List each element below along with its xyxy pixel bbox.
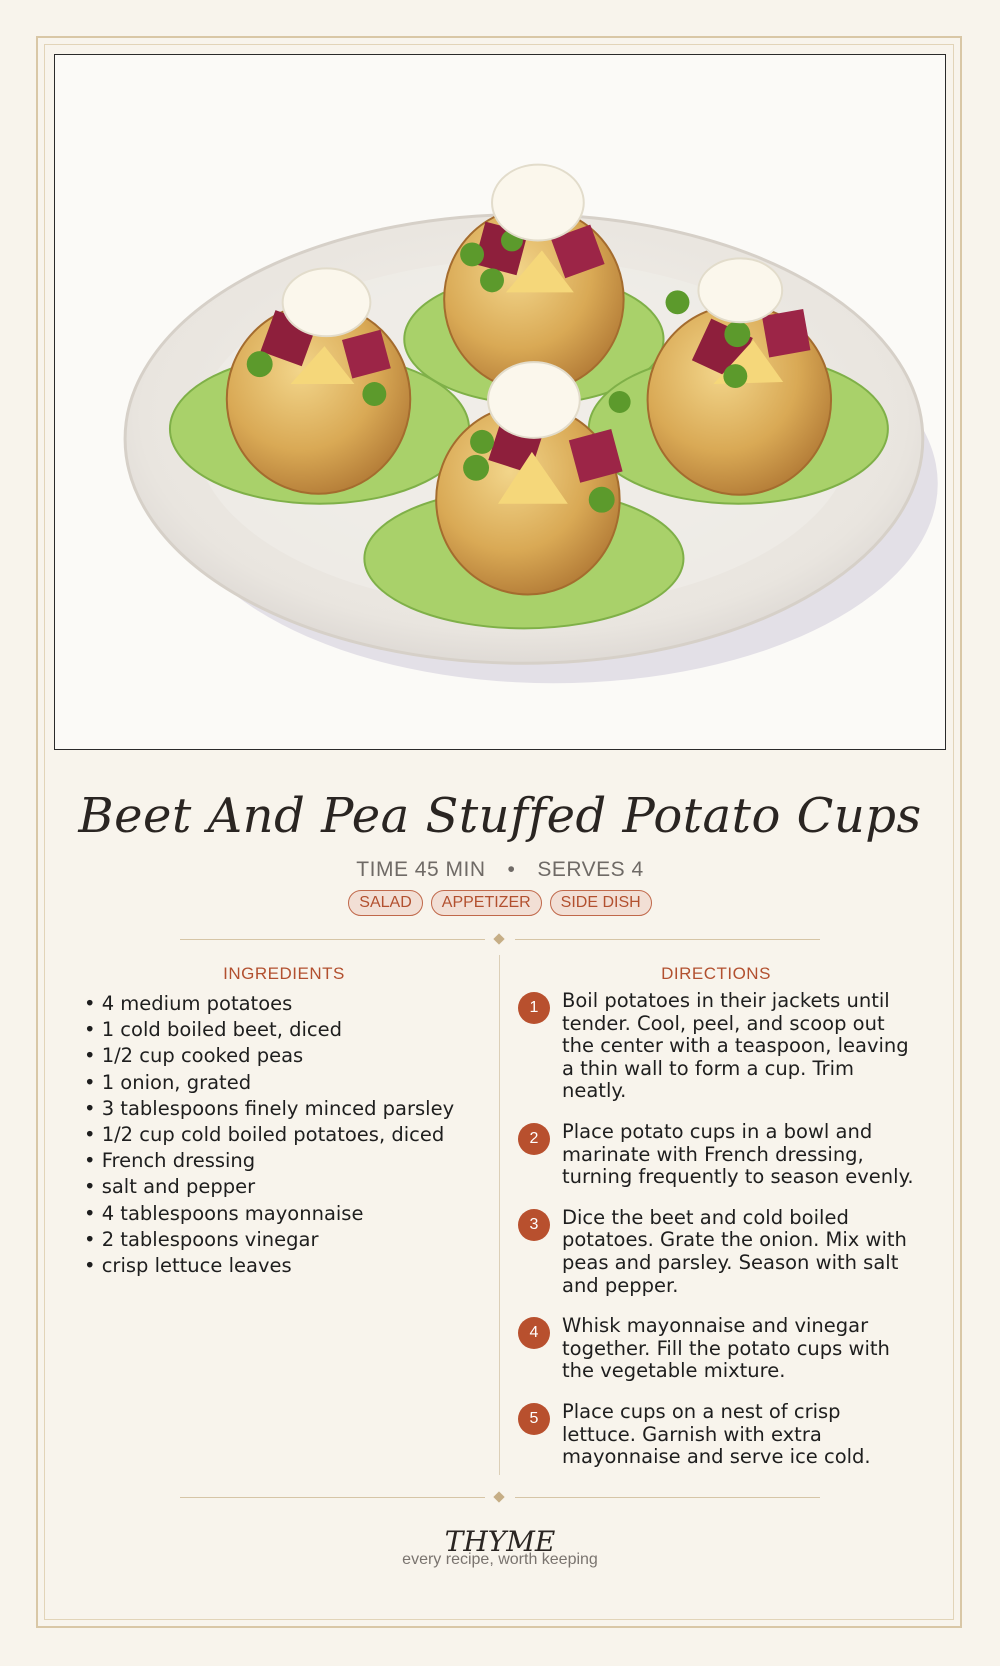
dish-illustration: [54, 54, 946, 750]
recipe-meta: [0, 858, 1000, 882]
diamond-ornament-icon: [493, 1491, 504, 1502]
step-number-badge: 1: [518, 992, 550, 1024]
step-number-badge: 4: [518, 1317, 550, 1349]
directions-heading: DIRECTIONS: [661, 964, 771, 983]
tag-appetizer: APPETIZER: [431, 890, 542, 916]
step-number-badge: 2: [518, 1123, 550, 1155]
top-divider: [180, 933, 820, 947]
ingredient-item: • 1 onion, grated: [84, 1070, 484, 1096]
serves-label: SERVES 4: [537, 858, 644, 881]
direction-step: [516, 1315, 916, 1383]
ingredient-item: • 4 medium potatoes: [84, 991, 484, 1017]
ingredient-item: • 2 tablespoons vinegar: [84, 1227, 484, 1253]
tag-side-dish: SIDE DISH: [550, 890, 652, 916]
step-text: Dice the beet and cold boiled potatoes. Grate the onion. Mix with peas and parsley. Season with salt and pepper.: [562, 1205, 907, 1297]
time-label: TIME 45 MIN: [356, 858, 486, 881]
ingredient-item: • 1 cold boiled beet, diced: [84, 1017, 484, 1043]
step-number-badge: 5: [518, 1403, 550, 1435]
step-text: Place potato cups in a bowl and marinate with French dressing, turning frequently to season evenly.: [562, 1119, 914, 1189]
directions-list: [516, 990, 916, 1469]
brand-name: THYME: [444, 1525, 556, 1558]
ingredient-item: • 3 tablespoons finely minced parsley: [84, 1096, 484, 1122]
ingredients-list: [84, 991, 484, 1279]
potato-cup: [444, 165, 623, 391]
direction-step: [516, 1207, 916, 1297]
ingredient-item: • 4 tablespoons mayonnaise: [84, 1201, 484, 1227]
tag-list: [0, 890, 1000, 916]
ingredient-item: • crisp lettuce leaves: [84, 1253, 484, 1279]
direction-step: [516, 1121, 916, 1189]
meta-separator: •: [507, 858, 516, 881]
ingredients-heading: INGREDIENTS: [223, 964, 345, 983]
ingredient-item: • 1/2 cup cooked peas: [84, 1043, 484, 1069]
brand-tagline: every recipe, worth keeping: [402, 1551, 598, 1568]
step-text: Whisk mayonnaise and vinegar together. Fill the potato cups with the vegetable mixture.: [562, 1314, 890, 1383]
ingredient-item: • 1/2 cup cold boiled potatoes, diced: [84, 1122, 484, 1148]
step-number-badge: 3: [518, 1209, 550, 1241]
column-separator: [499, 955, 500, 1475]
ingredient-item: • French dressing: [84, 1148, 484, 1174]
recipe-title: Beet And Pea Stuffed Potato Cups: [78, 788, 922, 844]
tag-salad: SALAD: [348, 890, 422, 916]
ingredient-item: • salt and pepper: [84, 1174, 484, 1200]
direction-step: [516, 1401, 916, 1469]
bottom-divider: [180, 1491, 820, 1505]
step-text: Place cups on a nest of crisp lettuce. Garnish with extra mayonnaise and serve ice cold.: [562, 1399, 871, 1469]
diamond-ornament-icon: [493, 933, 504, 944]
step-text: Boil potatoes in their jackets until tender. Cool, peel, and scoop out the center with a teaspoon, leaving a thin wall to form a cup. Trim neatly.: [562, 989, 909, 1103]
direction-step: [516, 990, 916, 1103]
